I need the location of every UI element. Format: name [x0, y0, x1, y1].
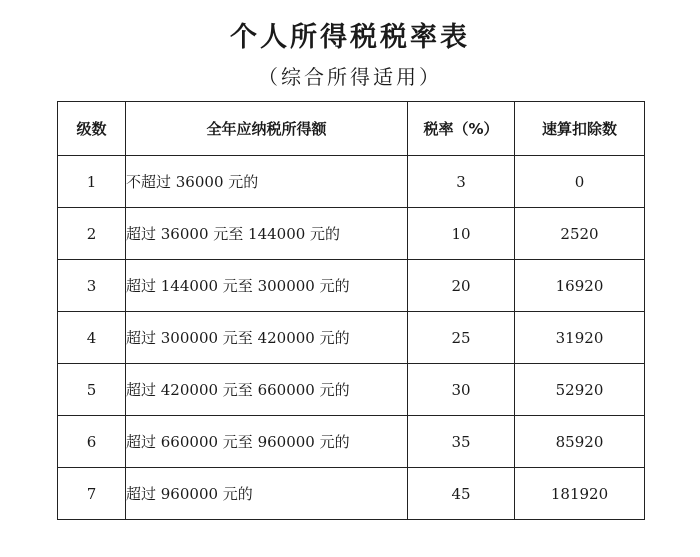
table-row: [58, 260, 645, 312]
cell-rate: 25: [408, 312, 515, 364]
cell-income-range: 超过 300000 元至 420000 元的: [126, 312, 408, 364]
cell-deduction: 31920: [515, 312, 645, 364]
cell-level: 6: [58, 416, 126, 468]
cell-deduction: 2520: [515, 208, 645, 260]
cell-rate: 10: [408, 208, 515, 260]
table-row: [58, 156, 645, 208]
cell-rate: 35: [408, 416, 515, 468]
header-rate: 税率（%）: [408, 102, 515, 156]
cell-level: 7: [58, 468, 126, 520]
cell-deduction: 181920: [515, 468, 645, 520]
cell-level: 2: [58, 208, 126, 260]
cell-deduction: 0: [515, 156, 645, 208]
cell-level: 4: [58, 312, 126, 364]
table-header-row: [58, 102, 645, 156]
header-deduction: 速算扣除数: [515, 102, 645, 156]
cell-level: 3: [58, 260, 126, 312]
table-row: [58, 416, 645, 468]
table-row: [58, 312, 645, 364]
cell-rate: 20: [408, 260, 515, 312]
cell-income-range: 超过 960000 元的: [126, 468, 408, 520]
cell-level: 5: [58, 364, 126, 416]
page-title: 个人所得税税率表: [230, 22, 470, 53]
page-subtitle: （综合所得适用）: [258, 65, 442, 89]
cell-deduction: 52920: [515, 364, 645, 416]
cell-income-range: 超过 660000 元至 960000 元的: [126, 416, 408, 468]
cell-rate: 30: [408, 364, 515, 416]
cell-income-range: 超过 144000 元至 300000 元的: [126, 260, 408, 312]
tax-rate-table: [57, 101, 645, 520]
table-row: [58, 468, 645, 520]
cell-income-range: 不超过 36000 元的: [126, 156, 408, 208]
cell-rate: 3: [408, 156, 515, 208]
cell-income-range: 超过 420000 元至 660000 元的: [126, 364, 408, 416]
cell-income-range: 超过 36000 元至 144000 元的: [126, 208, 408, 260]
table-row: [58, 208, 645, 260]
cell-level: 1: [58, 156, 126, 208]
cell-deduction: 16920: [515, 260, 645, 312]
table-row: [58, 364, 645, 416]
header-level: 级数: [58, 102, 126, 156]
header-income-range: 全年应纳税所得额: [126, 102, 408, 156]
cell-deduction: 85920: [515, 416, 645, 468]
cell-rate: 45: [408, 468, 515, 520]
